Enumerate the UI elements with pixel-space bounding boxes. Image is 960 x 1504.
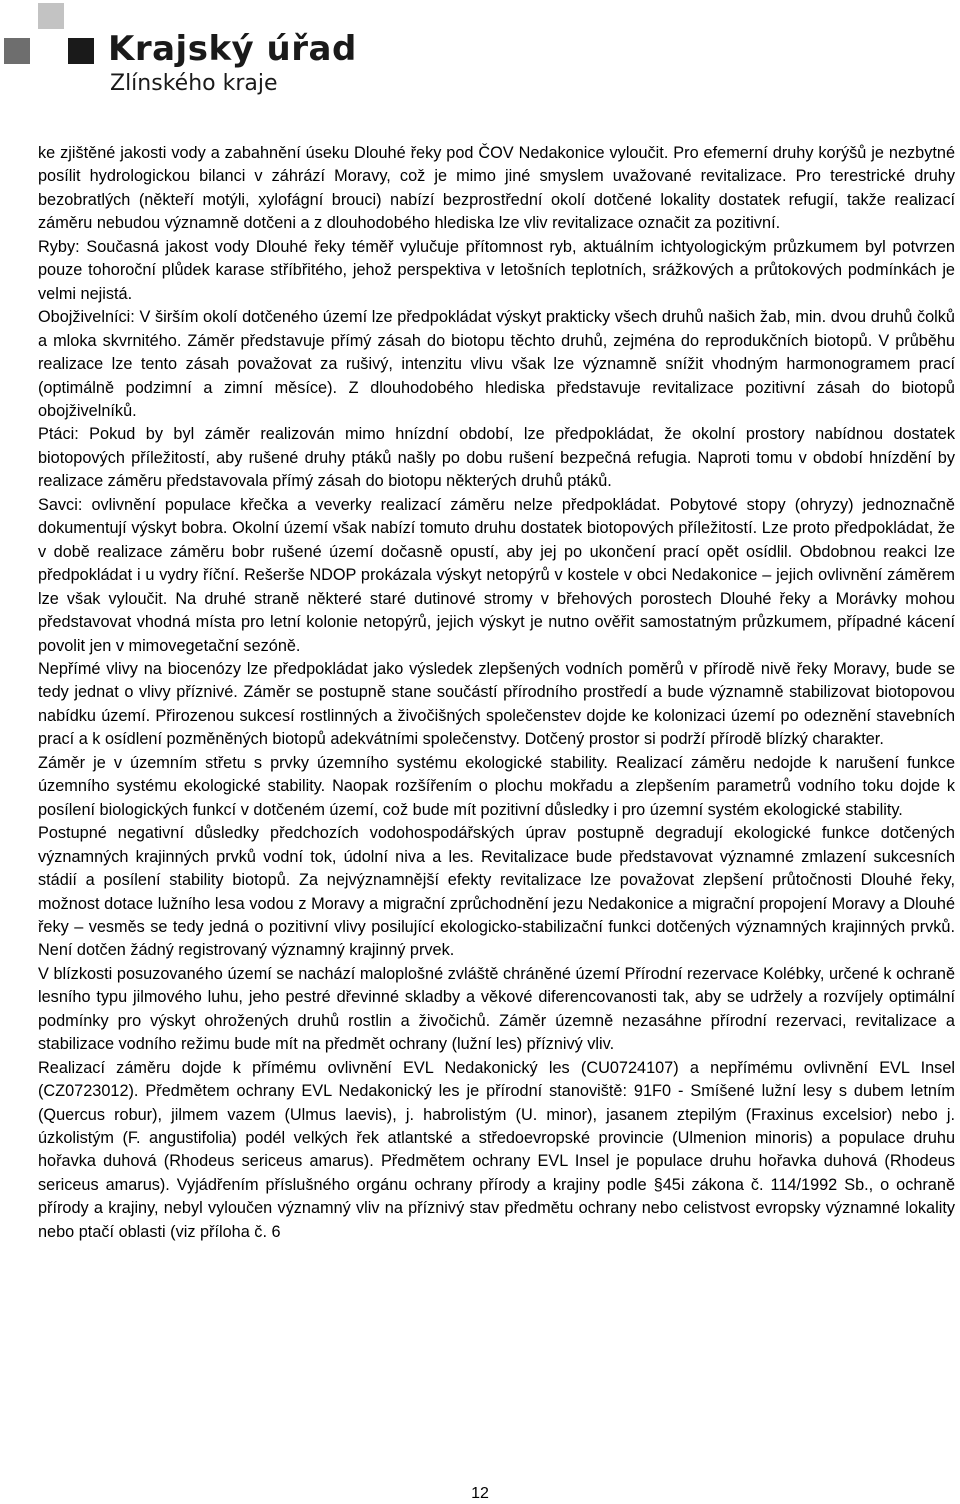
paragraph-ptaci: Ptáci: Pokud by byl záměr realizován mimo hnízdní období, lze předpokládat, že okolní prostory nabídnou dostatek biotopových příležitostí, aby rušené druhy ptáků našly po dobu rušení bezpečná refugia. Naproti tomu v období hnízdění by realizace záměru představovala přímý zásah do biotopu některých druhů ptáků. <box>38 425 955 491</box>
paragraph-vkp: Postupné negativní důsledky předchozích vodohospodářských úprav postupně degradují ekologické funkce dotčených významných krajinných prvků vodní tok, údolní niva a les. Revitalizace bude představovat významné zmlazení sukcesních stádií a posílení stability biotopů. Za nejvýznamnější efekty revitalizace lze považovat zlepšení průtočnosti Dlouhé řeky, možnost dotace lužního lesa vodou z Moravy a migrační zprůchodnění jezu Nedakonice a migrační propojení Moravy a Dlouhé řeky – vesměs se tedy jedná o pozitivní vlivy posilující ekologicko-stabilizační funkci dotčených významných krajinných prvků. Není dotčen žádný registrovaný významný krajinný prvek. <box>38 824 955 960</box>
paragraph-continuation: ke zjištěné jakosti vody a zabahnění úseku Dlouhé řeky pod ČOV Nedakonice vyloučit. Pro efemerní druhy korýšů je nezbytné posílit hydrologickou bilanci v záhrází Moravy, což je mimo jiné smyslem uvažované revitalizace. Pro terestrické druhy bezobratlých (někteří motýli, xylofágní brouci) nabízí bezprostřední okolí dotčené lokality dostatek refugií, takže realizací záměru nebudou významně dotčeni a z dlouhodobého hlediska lze vliv revitalizace označit za pozitivní. <box>38 144 955 233</box>
paragraph-obojzivelnici: Obojživelníci: V širším okolí dotčeného území lze předpokládat výskyt prakticky všech druhů našich žab, min. dvou druhů čolků a mloka skvrnitého. Záměr představuje přímý zásah do biotopu těchto druhů, zejména do reprodukčních biotopů. V průběhu realizace lze tento zásah považovat za rušivý, intenzitu vlivu však lze významně snížit vhodným harmonogramem prací (optimálně podzimní a zimní měsíce). Z dlouhodobého hlediska představuje revitalizace pozitivní zásah do biotopů obojživelníků. <box>38 308 955 420</box>
document-body <box>38 142 955 1244</box>
paragraph-prirodni-rezervace: V blízkosti posuzovaného území se nachází maloplošné zvláště chráněné území Přírodní rezervace Kolébky, určené k ochraně lesního typu jilmového luhu, jeho pestré dřevinné skladby a věkové diferencovanosti tak, aby se udržely a rozvíjely optimální podmínky pro výskyt ohrožených druhů rostlin a živočichů. Záměr územně nezasáhne přírodní rezervaci, revitalizace a stabilizace vodního režimu bude mít na předmět ochrany (lužní les) příznivý vliv. <box>38 964 955 1054</box>
paragraph-uses: Záměr je v územním střetu s prvky územního systému ekologické stability. Realizací záměru nedojde k narušení funkce územního systému ekologické stability. Naopak rozšířením o plochu mokřadu a zlepšením parametrů vodního toku dojde k posílení biologických funkcí v dotčeném území, což bude mít pozitivní důsledky i pro územní systém ekologické stability. <box>38 753 955 819</box>
logo-square-light <box>38 3 64 29</box>
paragraph-ryby: Ryby: Současná jakost vody Dlouhé řeky téměř vylučuje přítomnost ryb, aktuálním ichtyologickým průzkumem byl potvrzen pouze tohoroční plůdek karase stříbřitého, jehož perspektiva v letošních teplotních, srážkových a průtokových podmínkách je velmi nejistá. <box>38 237 955 303</box>
logo-subtitle: Zlínského kraje <box>110 71 278 96</box>
page-number: 12 <box>471 1485 489 1502</box>
paragraph-evl: Realizací záměru dojde k přímému ovlivnění EVL Nedakonický les (CU0724107) a nepřímému ovlivnění EVL Insel (CZ0723012). Předmětem ochrany EVL Nedakonický les je přírodní stanoviště: 91F0 - Smíšené lužní lesy s dubem letním (Quercus robur), jilmem vazem (Ulmus laevis), j. habrolistým (U. minor), jasanem ztepilým (Fraxinus excelsior) nebo j. úzkolistým (F. angustifolia) podél velkých řek atlantské a středoevropské provincie (Ulmenion minoris) a populace druhu hořavka duhová (Rhodeus sericeus amarus). Předmětem ochrany EVL Insel je populace druhu hořavka duhová (Rhodeus sericeus amarus). Vyjádřením příslušného orgánu ochrany přírody a krajiny podle §45i zákona č. 114/1992 Sb., o ochraně přírody a krajiny, nebyl vyloučen významný vliv na příznivý stav předmětu ochrany nebo celistvost evropsky významné lokality nebo ptačí oblasti (viz příloha č. 6 <box>38 1058 955 1241</box>
logo-square-mid <box>4 38 30 64</box>
paragraph-neprime-vlivy: Nepřímé vlivy na biocenózy lze předpokládat jako výsledek zlepšených vodních poměrů v přírodě nivě řeky Moravy, bude se tedy jednat o vlivy příznivé. Záměr se postupně stane součástí přírodního prostředí a bude významně stabilizovat biotopovou nabídku území. Přirozenou sukcesí rostlinných a živočišných společenstev dojde ke kolonizaci území po odeznění stavebních prací a k osídlení pozměněných biotopů adekvátními společenstvy. Dotčený prostor si podrží přírodě blízký charakter. <box>38 659 955 749</box>
logo-square-dark <box>68 38 94 64</box>
paragraph-savci: Savci: ovlivnění populace křečka a veverky realizací záměru nelze předpokládat. Pobytové stopy (ohryzy) jednoznačně dokumentují výskyt bobra. Okolní území však nabízí tomuto druhu dostatek biotopových příležitostí. Lze proto předpokládat, že v době realizace záměru bobr rušené území dočasně opustí, aby jej po ukončení prací opět osídlil. Obdobnou reakci lze předpokládat i u vydry říční. Rešerše NDOP prokázala výskyt netopýrů v kostele v obci Nedakonice – jejich ovlivnění záměrem lze však vyloučit. Na druhé straně některé staré dutinové stromy v břehových porostech Dlouhé řeky a Morávky mohou představovat vhodná místa pro letní kolonie netopýrů, jejich výskyt je nutno ověřit samostatným průzkumem, případné kácení povolit jen v mimovegetační sezóně. <box>38 495 955 655</box>
logo-title: Krajský úřad <box>108 29 357 69</box>
logo <box>0 0 357 110</box>
